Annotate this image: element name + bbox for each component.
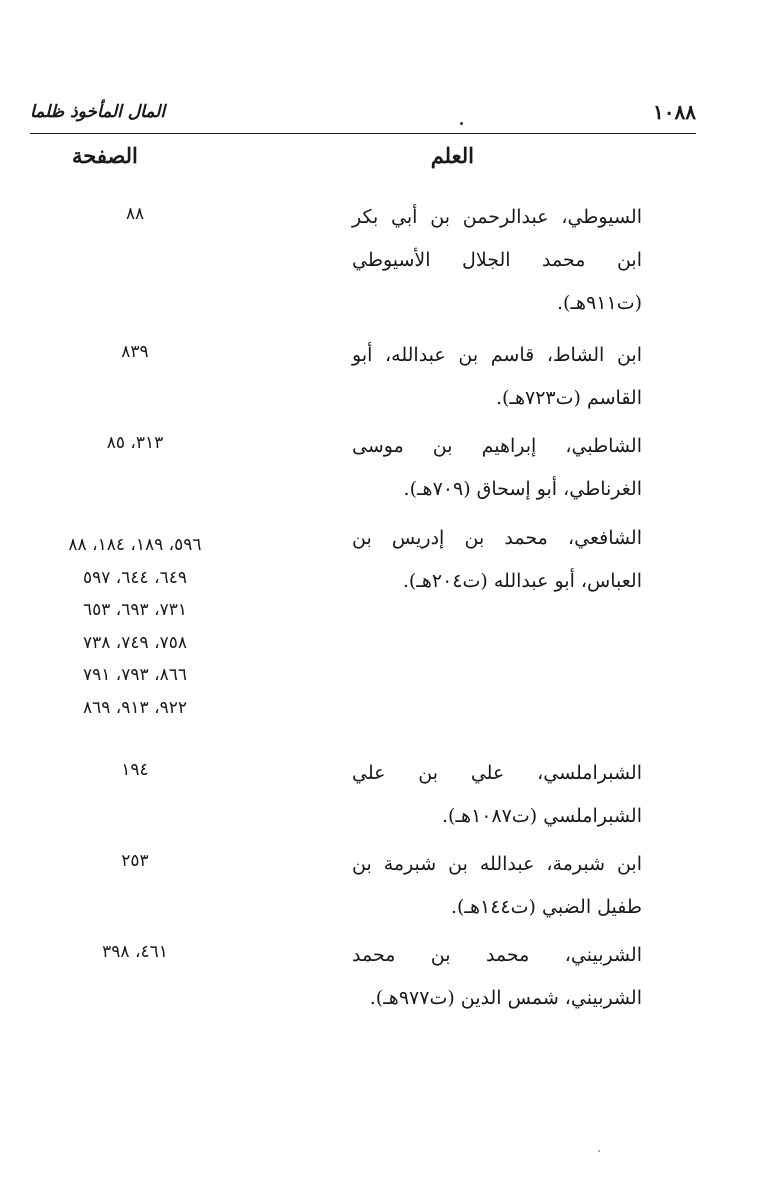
entry-line: السيوطي، عبدالرحمن بن أبي بكر <box>352 206 642 228</box>
running-title: المال المأخوذ ظلما <box>30 102 166 122</box>
entry-line: ابن محمد الجلال الأسيوطي <box>352 249 642 271</box>
page-refs-line: ٤٦١، ٣٩٨ <box>102 942 168 962</box>
page-refs-line: ٣١٣، ٨٥ <box>106 433 164 453</box>
entry-line: الشبراملسي، علي بن علي <box>352 762 642 784</box>
page-refs-line: ٨٦٦، ٧٩٣، ٧٩١ <box>83 665 187 685</box>
page-refs-line: ٧٣١، ٦٩٣، ٦٥٣ <box>83 600 187 620</box>
page-refs-line: ٨٣٩ <box>121 342 149 362</box>
entry-line: ابن شبرمة، عبدالله بن شبرمة بن <box>352 853 642 875</box>
entry-line: الشافعي، محمد بن إدريس بن <box>352 527 642 549</box>
entry-pages <box>40 529 230 724</box>
entry-line: الشبراملسي (ت١٠٨٧هـ). <box>442 805 642 827</box>
header-dot <box>460 122 463 125</box>
entry-pages <box>40 198 230 231</box>
page-header <box>30 100 696 130</box>
page-refs-line: ٩٢٢، ٩١٣، ٨٦٩ <box>83 697 187 718</box>
page-refs-line: ٨٨ <box>125 204 145 224</box>
header-rule <box>30 133 696 134</box>
entry-pages <box>40 845 230 878</box>
entry-name <box>352 752 642 838</box>
entry-line: الشربيني، شمس الدين (ت٩٧٧هـ). <box>369 987 642 1009</box>
entry-line: ابن الشاط، قاسم بن عبدالله، أبو <box>352 344 642 366</box>
column-headings <box>30 143 696 177</box>
entry-pages <box>40 336 230 369</box>
page-refs-line: ٥٩٦، ١٨٩، ١٨٤، ٨٨ <box>68 535 202 555</box>
entry-pages <box>40 427 230 460</box>
entry-line: الشربيني، محمد بن محمد <box>352 944 642 966</box>
paper-speck <box>598 1150 600 1152</box>
entry-pages <box>40 754 230 787</box>
entry-pages <box>40 936 230 969</box>
page-refs-line: ٧٥٨، ٧٤٩، ٧٣٨ <box>83 632 187 653</box>
entry-line: القاسم (ت٧٢٣هـ). <box>495 387 642 409</box>
entry-line: العباس، أبو عبدالله (ت٢٠٤هـ). <box>402 570 642 592</box>
page-refs-line: ٢٥٣ <box>121 851 149 871</box>
entry-line: (ت٩١١هـ). <box>557 292 642 314</box>
entry-name <box>352 196 642 325</box>
page-column-heading: الصفحة <box>72 143 138 168</box>
entry-name <box>352 334 642 420</box>
entry-name <box>352 934 642 1020</box>
entry-name <box>352 517 642 603</box>
entry-line: الشاطبي، إبراهيم بن موسى <box>352 435 642 457</box>
page-number: ١٠٨٨ <box>653 100 696 124</box>
entry-name <box>352 843 642 929</box>
page-refs-line: ١٩٤ <box>121 760 149 780</box>
page-refs-line: ٦٤٩، ٦٤٤، ٥٩٧ <box>83 567 187 588</box>
entry-line: الغرناطي، أبو إسحاق (٧٠٩هـ). <box>403 478 642 500</box>
entry-line: طفيل الضبي (ت١٤٤هـ). <box>450 896 642 918</box>
entry-name <box>352 425 642 511</box>
name-column-heading: العلم <box>430 143 474 168</box>
